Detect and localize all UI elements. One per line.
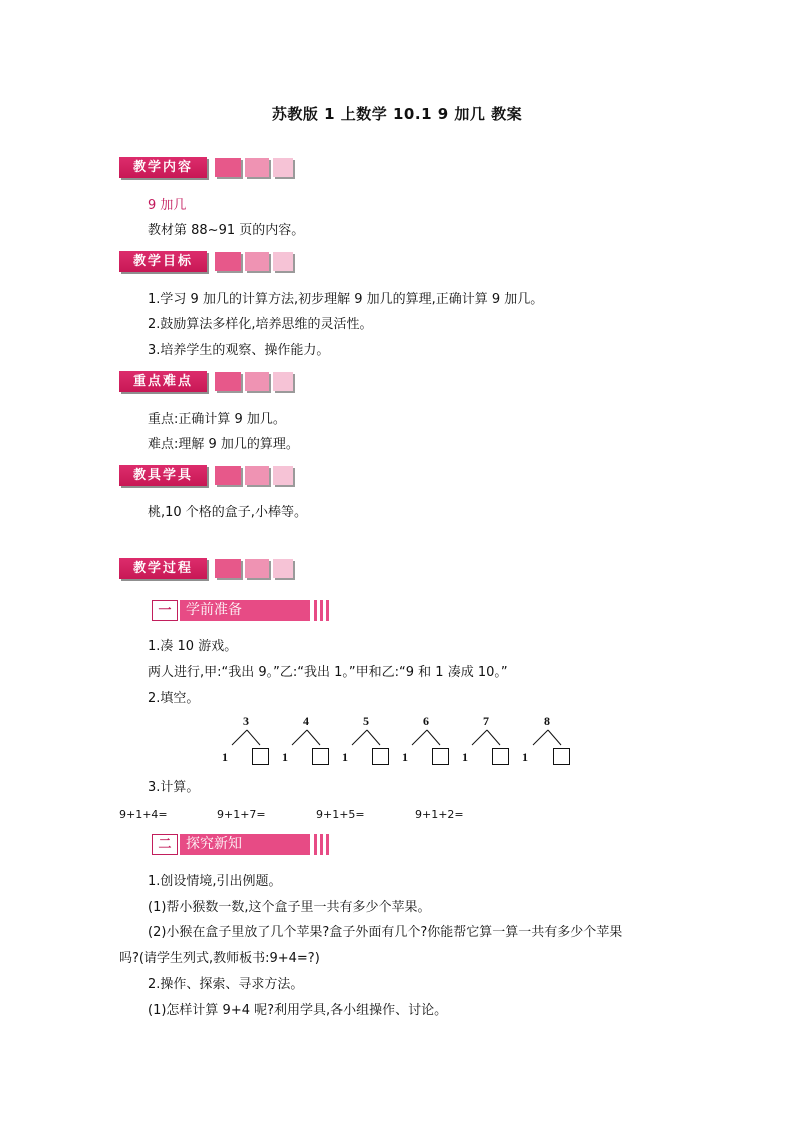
stage1-line: 2.填空。 <box>148 691 200 706</box>
decor-stripe <box>314 600 317 621</box>
number-tree <box>460 714 510 766</box>
stage2-line: (1)怎样计算 9+4 呢?利用学具,各小组操作、讨论。 <box>148 1003 448 1018</box>
tools-text: 桃,10 个格的盒子,小棒等。 <box>148 505 307 520</box>
section-label: 教学过程 <box>119 558 207 579</box>
answer-box[interactable] <box>312 748 329 765</box>
calc-item: 9+1+7= <box>217 808 266 821</box>
tree-left-number: 1 <box>282 750 288 764</box>
stage-header-2 <box>152 834 334 855</box>
decor-block <box>245 372 269 391</box>
number-tree <box>280 714 330 766</box>
decor-block <box>215 158 241 177</box>
section-header-keypoints <box>119 371 299 392</box>
decor-block <box>215 466 241 485</box>
tree-top-number: 6 <box>423 714 429 728</box>
decor-block <box>245 252 269 271</box>
decor-stripe <box>320 834 323 855</box>
decor-block <box>273 252 293 271</box>
tree-left-number: 1 <box>462 750 468 764</box>
tree-top-number: 8 <box>544 714 550 728</box>
section-label: 教具学具 <box>119 465 207 486</box>
goal-item: 3.培养学生的观察、操作能力。 <box>148 343 330 358</box>
decor-block <box>245 158 269 177</box>
stage1-calc-label: 3.计算。 <box>148 780 200 795</box>
calc-item: 9+1+4= <box>119 808 168 821</box>
section-header-process <box>119 558 299 579</box>
decor-block <box>273 372 293 391</box>
keypoint-item: 重点:正确计算 9 加几。 <box>148 412 286 427</box>
stage-number: 一 <box>152 600 178 621</box>
stage-number: 二 <box>152 834 178 855</box>
section-header-tools <box>119 465 299 486</box>
stage2-line: 2.操作、探索、寻求方法。 <box>148 977 304 992</box>
tree-top-number: 4 <box>303 714 309 728</box>
decor-block <box>245 559 269 578</box>
number-tree <box>340 714 390 766</box>
decor-stripe <box>326 834 329 855</box>
decor-stripe <box>320 600 323 621</box>
stage2-line: 1.创设情境,引出例题。 <box>148 874 282 889</box>
decor-block <box>215 559 241 578</box>
tree-top-number: 5 <box>363 714 369 728</box>
section-label: 重点难点 <box>119 371 207 392</box>
number-tree <box>220 714 270 766</box>
tree-left-number: 1 <box>522 750 528 764</box>
section-header-goals <box>119 251 299 272</box>
answer-box[interactable] <box>432 748 449 765</box>
decor-block <box>273 559 293 578</box>
tree-left-number: 1 <box>342 750 348 764</box>
decor-stripe <box>314 834 317 855</box>
decor-block <box>215 252 241 271</box>
decor-block <box>273 158 293 177</box>
answer-box[interactable] <box>492 748 509 765</box>
answer-box[interactable] <box>553 748 570 765</box>
content-text: 教材第 88~91 页的内容。 <box>148 223 305 238</box>
goal-item: 2.鼓励算法多样化,培养思维的灵活性。 <box>148 317 373 332</box>
stage1-line: 1.凑 10 游戏。 <box>148 639 238 654</box>
tree-left-number: 1 <box>222 750 228 764</box>
page-title: 苏教版 1 上数学 10.1 9 加几 教案 <box>271 105 523 123</box>
tree-top-number: 3 <box>243 714 249 728</box>
section-label: 教学目标 <box>119 251 207 272</box>
stage2-line: 吗?(请学生列式,教师板书:9+4=?) <box>119 951 320 966</box>
section-header-content <box>119 157 299 178</box>
stage-label: 探究新知 <box>180 834 310 855</box>
decor-block <box>245 466 269 485</box>
calc-item: 9+1+5= <box>316 808 365 821</box>
tree-left-number: 1 <box>402 750 408 764</box>
answer-box[interactable] <box>372 748 389 765</box>
stage-label: 学前准备 <box>180 600 310 621</box>
decor-stripe <box>326 600 329 621</box>
calc-item: 9+1+2= <box>415 808 464 821</box>
decor-block <box>273 466 293 485</box>
content-subtitle: 9 加几 <box>148 198 187 213</box>
answer-box[interactable] <box>252 748 269 765</box>
tree-top-number: 7 <box>483 714 489 728</box>
stage2-line: (1)帮小猴数一数,这个盒子里一共有多少个苹果。 <box>148 900 431 915</box>
keypoint-item: 难点:理解 9 加几的算理。 <box>148 437 299 452</box>
stage1-line: 两人进行,甲:“我出 9。”乙:“我出 1。”甲和乙:“9 和 1 凑成 10。” <box>148 665 508 680</box>
goal-item: 1.学习 9 加几的计算方法,初步理解 9 加几的算理,正确计算 9 加几。 <box>148 292 544 307</box>
decor-block <box>215 372 241 391</box>
number-tree <box>400 714 450 766</box>
stage-header-1 <box>152 600 334 621</box>
number-tree <box>520 714 572 766</box>
stage2-line: (2)小猴在盒子里放了几个苹果?盒子外面有几个?你能帮它算一算一共有多少个苹果 <box>148 925 623 940</box>
section-label: 教学内容 <box>119 157 207 178</box>
